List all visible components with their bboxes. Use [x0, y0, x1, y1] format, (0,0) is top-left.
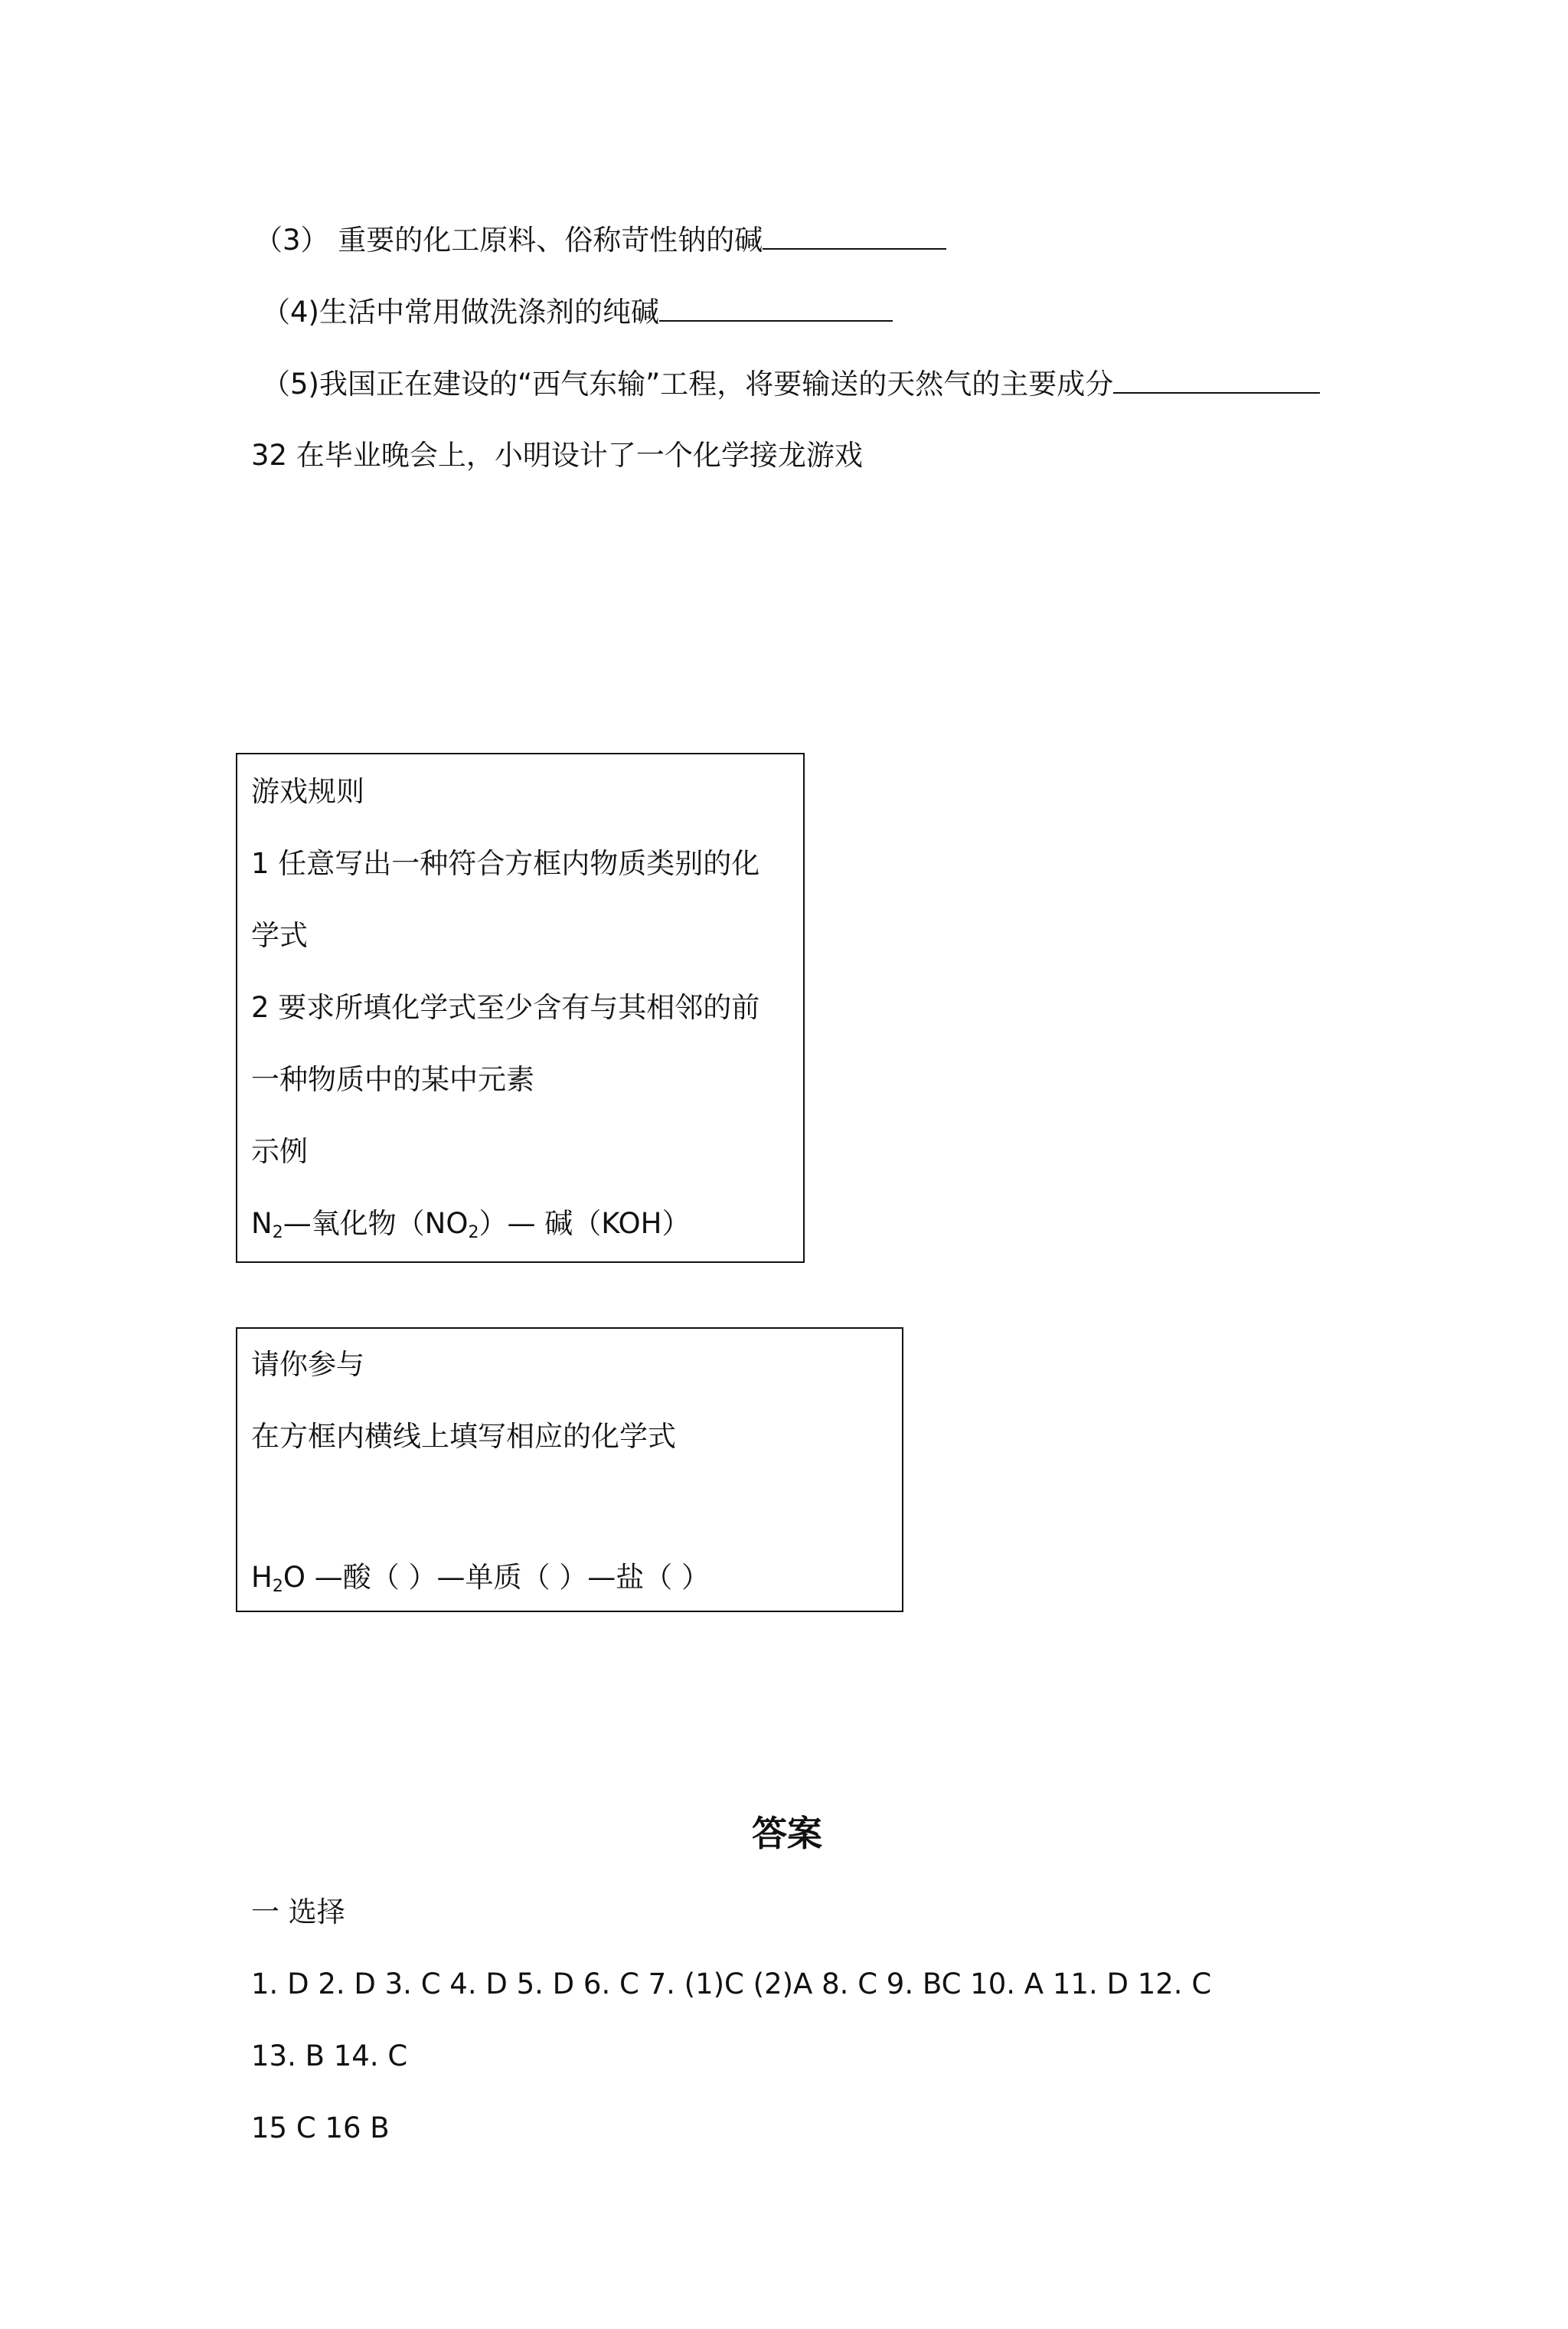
rule-1-line-a: 1 任意写出一种符合方框内物质类别的化 — [251, 847, 760, 880]
rules-title: 游戏规则 — [251, 775, 364, 808]
subscript: 2 — [272, 1577, 283, 1596]
formula-h: H — [251, 1561, 273, 1594]
answers-line-1: 1. D 2. D 3. C 4. D 5. D 6. C 7. (1)C (2)A 8. C 9. BC 10. A 11. D 12. C — [251, 1968, 1212, 2000]
question-32-text: 32 在毕业晚会上，小明设计了一个化学接龙游戏 — [251, 439, 863, 472]
question-5 — [262, 368, 1320, 401]
subscript: 2 — [272, 1223, 283, 1242]
rules-box — [236, 753, 805, 1263]
question-3-text: （3） 重要的化工原料、俗称苛性钠的碱 — [254, 224, 763, 257]
formula-chain — [251, 1561, 710, 1596]
question-32 — [251, 439, 863, 472]
participate-box — [236, 1327, 903, 1612]
example-part-2: ）— 碱（KOH） — [479, 1207, 691, 1240]
rule-1-line-b: 学式 — [251, 919, 308, 952]
answer-blank — [1113, 369, 1320, 394]
question-3 — [254, 224, 946, 257]
answers-section: 一 选择 — [251, 1896, 345, 1928]
rule-2-line-b: 一种物质中的某中元素 — [251, 1063, 534, 1096]
answers-line-3: 15 C 16 B — [251, 2111, 390, 2144]
answers-title: 答案 — [752, 1813, 822, 1854]
formula-chain-rest: O —酸（ ）—单质（ ）—盐（ ） — [283, 1561, 710, 1594]
subscript: 2 — [468, 1223, 479, 1242]
question-4-text: （4)生活中常用做洗涤剂的纯碱 — [262, 296, 659, 329]
question-5-text: （5)我国正在建设的“西气东输”工程，将要输送的天然气的主要成分 — [262, 368, 1114, 401]
example-chain — [251, 1207, 691, 1242]
example-part-1: —氧化物（NO — [283, 1207, 469, 1240]
example-label: 示例 — [251, 1135, 308, 1168]
rule-2-line-a: 2 要求所填化学式至少含有与其相邻的前 — [251, 991, 760, 1024]
question-4 — [262, 296, 893, 329]
participate-instruction: 在方框内横线上填写相应的化学式 — [251, 1420, 676, 1453]
participate-title: 请你参与 — [251, 1348, 364, 1381]
formula-n: N — [251, 1207, 273, 1240]
answers-line-2: 13. B 14. C — [251, 2040, 408, 2072]
answer-blank — [659, 297, 893, 322]
answer-blank — [763, 225, 946, 250]
